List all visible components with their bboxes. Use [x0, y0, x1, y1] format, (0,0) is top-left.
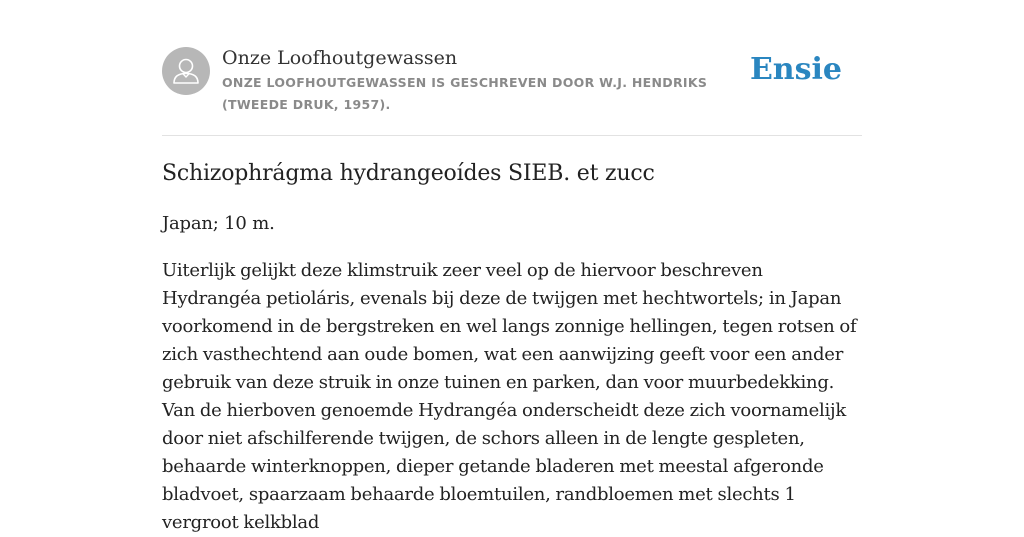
article-body: Uiterlijk gelijkt deze klimstruik zeer veel op de hiervoor beschreven Hydrangéa petioláris, evenals bij deze de twijgen met hechtwortels; in Japan voorkomend in de bergstreken en wel langs zonnige hellingen, tegen rotsen of zich vasthechtend aan oude bomen, wat een aanwijzing geeft voor een ander gebruik van deze struik in onze tuinen en parken, dan voor muurbedekking. Van de hierboven genoemde Hydrangéa onderscheidt deze zich voornamelijk door niet afschilferende twijgen, de schors alleen in de lengte gespleten, behaarde winterknoppen, dieper getande bladeren met meestal afgeronde bladvoet, spaarzaam behaarde bloemtuilen, randbloemen met slechts 1 vergroot kelkblad [162, 260, 857, 533]
avatar[interactable] [162, 47, 210, 95]
header-divider [162, 135, 862, 136]
ensie-logo[interactable]: Ensie [749, 52, 842, 87]
article [162, 158, 862, 537]
source-header [162, 46, 862, 136]
source-description: ONZE LOOFHOUTGEWASSEN IS GESCHREVEN DOOR W.J. HENDRIKS (TWEEDE DRUK, 1957). [222, 75, 708, 112]
person-icon [162, 47, 210, 95]
article-origin: Japan; 10 m. [162, 213, 275, 234]
article-title: Schizophrágma hydrangeoídes SIEB. et zucc [162, 161, 655, 186]
source-title[interactable]: Onze Loofhoutgewassen [222, 47, 458, 69]
